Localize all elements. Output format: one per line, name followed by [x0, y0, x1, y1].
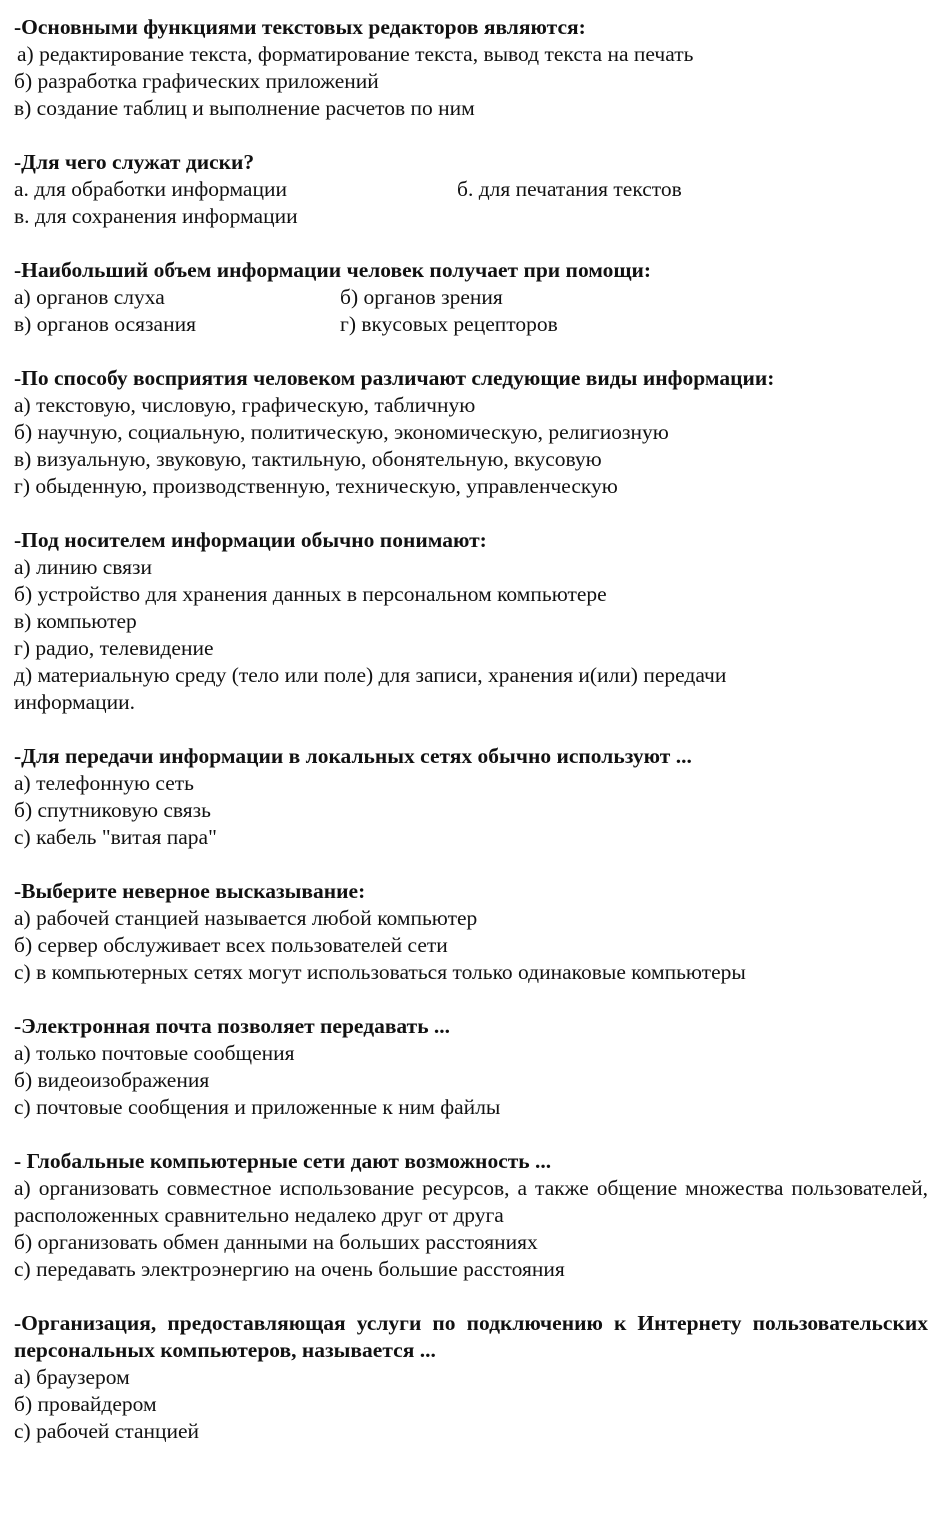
answer-option: б) научную, социальную, политическую, экономическую, религиозную: [14, 420, 669, 444]
answer-option: а) органов слуха: [14, 285, 165, 309]
question-title: -Под носителем информации обычно понимают:: [14, 528, 487, 552]
answer-option: с) рабочей станцией: [14, 1419, 200, 1443]
answer-option: в) органов осязания: [14, 312, 196, 336]
question-disks: [14, 149, 928, 230]
question-title: -Выберите неверное высказывание:: [14, 879, 366, 903]
question-global-networks: [14, 1148, 928, 1283]
question-senses: [14, 257, 928, 338]
answer-option: а) рабочей станцией называется любой компьютер: [14, 906, 478, 930]
answer-option: б) органов зрения: [340, 285, 503, 309]
question-title: -Для передачи информации в локальных сетях обычно используют ...: [14, 744, 692, 768]
answer-option: а) только почтовые сообщения: [14, 1041, 295, 1065]
answer-option: б) организовать обмен данными на больших расстояниях: [14, 1230, 538, 1254]
question-local-networks: [14, 743, 928, 851]
answer-option: б. для печатания текстов: [457, 177, 682, 201]
answer-option: б) сервер обслуживает всех пользователей сети: [14, 933, 448, 957]
answer-option: г) радио, телевидение: [14, 636, 214, 660]
answer-option: а) организовать совместное использование ресурсов, а также общение множества пользователей, расположенных сравнительно недалеко друг от друга: [14, 1176, 928, 1227]
answer-option: б) видеоизображения: [14, 1068, 210, 1092]
answer-option: а. для обработки информации: [14, 177, 287, 201]
answer-option: с) кабель "витая пара": [14, 825, 217, 849]
question-title: -Наибольший объем информации человек получает при помощи:: [14, 258, 652, 282]
question-title: -Для чего служат диски?: [14, 150, 255, 174]
answer-option: б) разработка графических приложений: [14, 69, 379, 93]
question-email: [14, 1013, 928, 1121]
answer-row: [14, 203, 928, 230]
answer-option: а) линию связи: [14, 555, 153, 579]
answer-option: в) создание таблиц и выполнение расчетов по ним: [14, 96, 475, 120]
answer-option: в) компьютер: [14, 609, 137, 633]
test-document: [14, 14, 928, 1472]
question-internet-provider: [14, 1310, 928, 1445]
answer-option: в) визуальную, звуковую, тактильную, обонятельную, вкусовую: [14, 447, 602, 471]
answer-option: г) вкусовых рецепторов: [340, 312, 558, 336]
answer-row: [14, 284, 928, 311]
question-information-carrier: [14, 527, 928, 716]
answer-option: д) материальную среду (тело или поле) для записи, хранения и(или) передачи информации.: [14, 663, 727, 714]
answer-row: [14, 311, 928, 338]
question-text-editors: [14, 14, 928, 122]
answer-option: в. для сохранения информации: [14, 204, 298, 228]
answer-option: а) телефонную сеть: [14, 771, 194, 795]
answer-option: б) устройство для хранения данных в персональном компьютере: [14, 582, 607, 606]
answer-option: б) спутниковую связь: [14, 798, 211, 822]
answer-option: а) браузером: [14, 1365, 130, 1389]
question-perception-types: [14, 365, 928, 500]
answer-option: а) редактирование текста, форматирование текста, вывод текста на печать: [17, 42, 694, 66]
question-title: - Глобальные компьютерные сети дают возможность ...: [14, 1149, 552, 1173]
question-false-statement: [14, 878, 928, 986]
answer-option: с) в компьютерных сетях могут использоваться только одинаковые компьютеры: [14, 960, 746, 984]
question-title: -Организация, предоставляющая услуги по подключению к Интернету пользовательских персональных компьютеров, называется ...: [14, 1311, 928, 1362]
answer-option: с) почтовые сообщения и приложенные к ним файлы: [14, 1095, 501, 1119]
question-title: -Основными функциями текстовых редакторов являются:: [14, 15, 586, 39]
answer-option: а) текстовую, числовую, графическую, табличную: [14, 393, 476, 417]
answer-option: г) обыденную, производственную, техническую, управленческую: [14, 474, 618, 498]
question-title: -Электронная почта позволяет передавать ...: [14, 1014, 451, 1038]
question-title: -По способу восприятия человеком различают следующие виды информации:: [14, 366, 775, 390]
answer-option: с) передавать электроэнергию на очень большие расстояния: [14, 1257, 565, 1281]
answer-option: б) провайдером: [14, 1392, 157, 1416]
answer-row: [14, 176, 928, 203]
